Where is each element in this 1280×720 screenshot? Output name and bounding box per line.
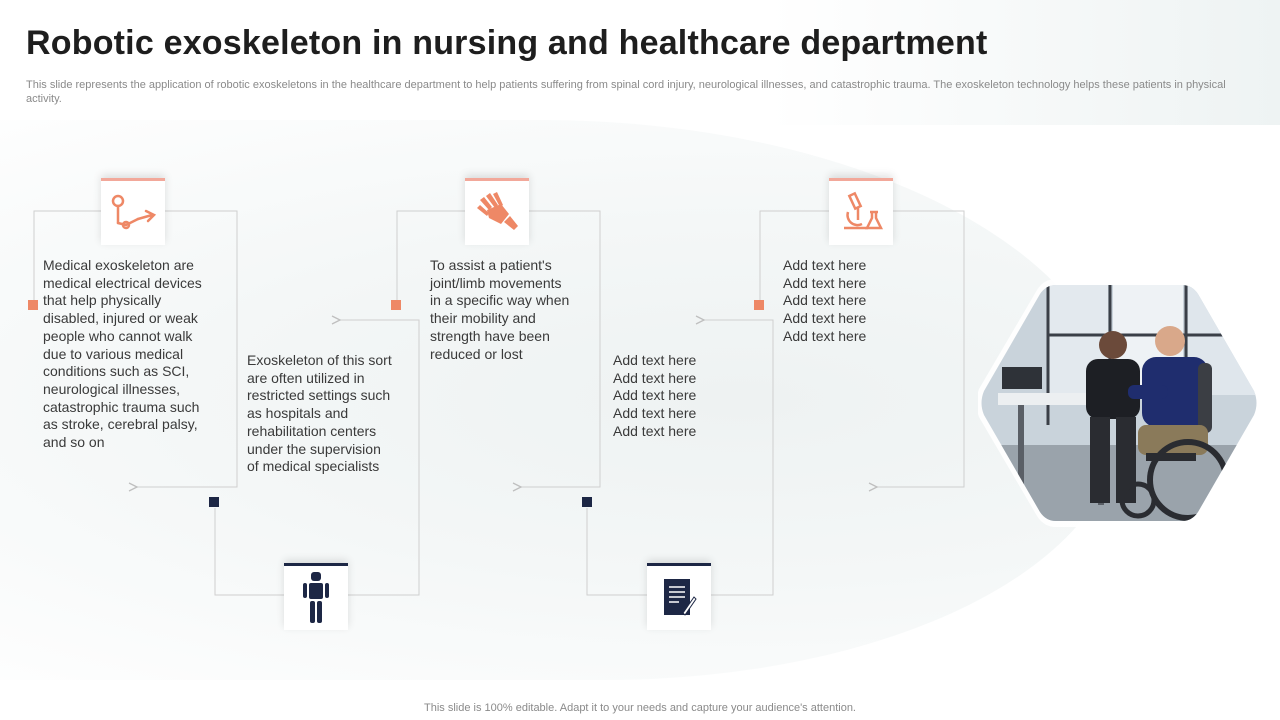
marker-square-5	[754, 300, 764, 310]
marker-square-4	[582, 497, 592, 507]
microscope-lab-icon	[829, 178, 893, 245]
step-4-text: Add text here Add text here Add text here Add text here Add text here	[613, 352, 697, 439]
step-1-text: Medical exoskeleton are medical electrical devices that help physically disabled, injured or weak people who cannot walk due to various medical conditions such as SCI, neurological illnesses, catastrophic trauma such as stroke, cerebral palsy, and so on	[43, 257, 202, 451]
slide-title: Robotic exoskeleton in nursing and healthcare department	[26, 24, 988, 62]
robotic-arm-icon	[101, 178, 165, 245]
slide-subtitle: This slide represents the application of robotic exoskeletons in the healthcare department to help patients suffering from spinal cord injury, neurological illnesses, and catastrophic trauma. The exoskeleton technology helps these patients in physical activity.	[26, 79, 1226, 105]
robotic-hand-icon	[465, 178, 529, 245]
marker-square-1	[28, 300, 38, 310]
step-2-text: Exoskeleton of this sort are often utilized in restricted settings such as hospitals and rehabilitation centers under the supervision of medical specialists	[247, 352, 392, 475]
step-5-text: Add text here Add text here Add text here Add text here Add text here	[783, 257, 867, 344]
slide-footer: This slide is 100% editable. Adapt it to your needs and capture your audience's attention.	[424, 702, 856, 714]
step-3-text: To assist a patient's joint/limb movements in a specific way when their mobility and strength have been reduced or lost	[430, 257, 570, 362]
patient-exoskeleton-photo	[978, 275, 1260, 531]
connector-box-5	[760, 211, 964, 487]
marker-square-2	[209, 497, 219, 507]
document-pen-icon	[647, 563, 711, 630]
robot-exoskeleton-icon	[284, 563, 348, 630]
marker-square-3	[391, 300, 401, 310]
